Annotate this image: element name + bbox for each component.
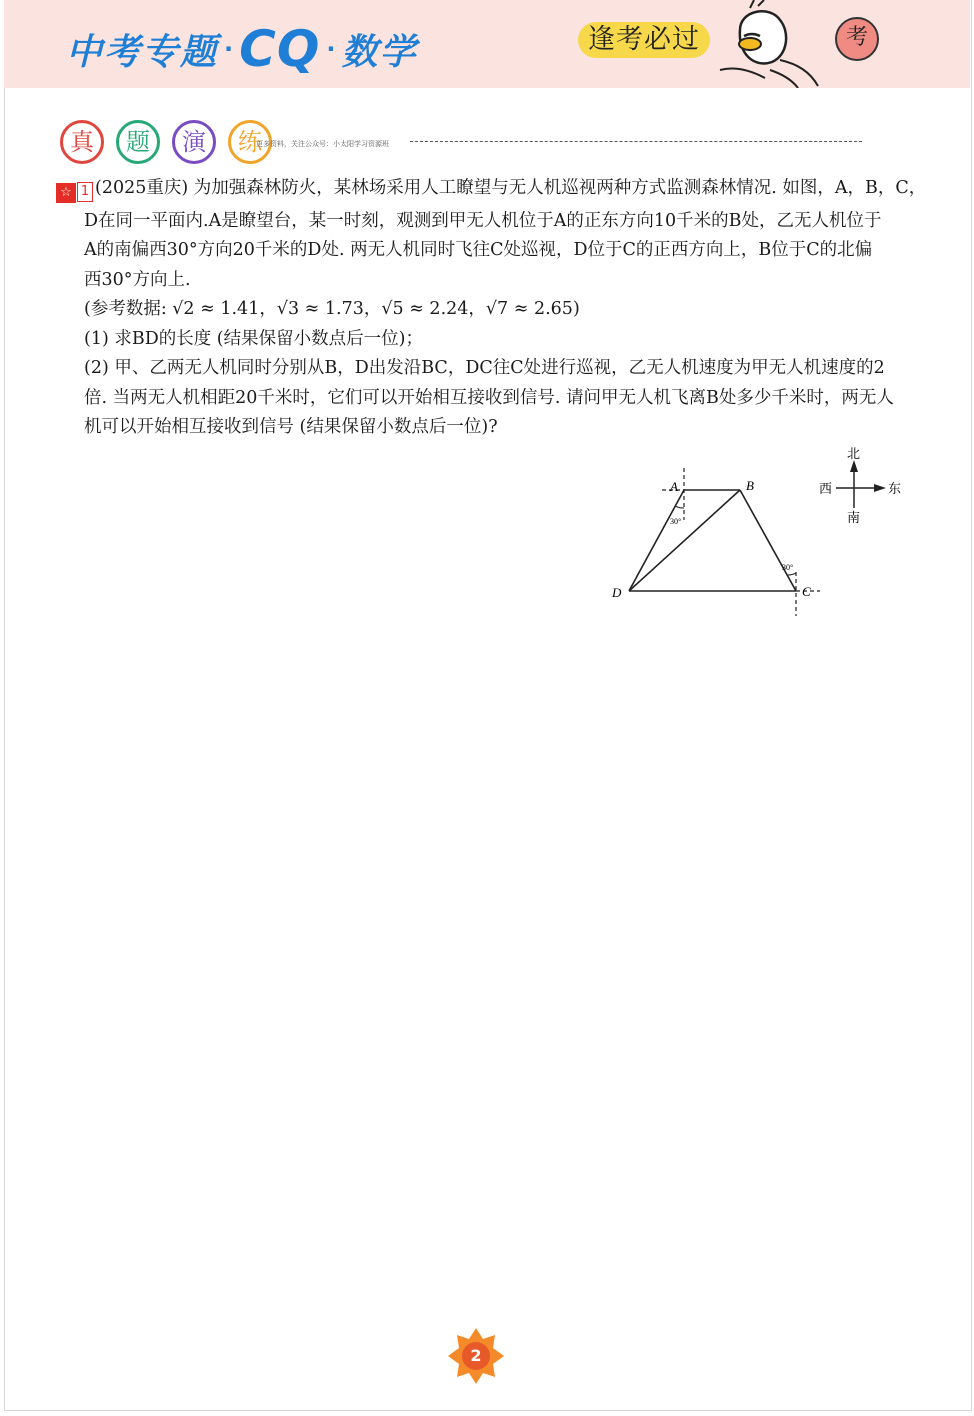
- question-line-3: A的南偏西30°方向20千米的D处. 两无人机同时飞往C处巡视，D位于C的正西方向上，B位于C的北偏: [84, 240, 873, 260]
- segment-ad: [629, 490, 684, 591]
- subquestion-2-line-3: 机可以开始相互接收到信号 (结果保留小数点后一位)?: [84, 417, 498, 437]
- slogan-badge: 逢考必过: [578, 22, 710, 58]
- chick-mascot-icon: [710, 0, 840, 88]
- section-title: [60, 120, 272, 164]
- angle-arc-c: [787, 573, 796, 575]
- angle-arc-a: [675, 506, 684, 508]
- brand-cq: CQ: [239, 20, 321, 78]
- east-arrow-icon: [874, 484, 886, 492]
- page-header: [4, 0, 970, 88]
- compass-south: 南: [847, 511, 861, 526]
- brand-dot-2: ·: [326, 35, 336, 63]
- compass-east: 东: [888, 482, 902, 497]
- compass-north: 北: [847, 447, 861, 462]
- question-line-1: [56, 174, 927, 207]
- page-number-badge: [447, 1327, 505, 1385]
- question-text-line: (2025重庆) 为加强森林防火，某林场采用人工瞭望与无人机巡视两种方式监测森林情况. 如图，A，B，C，: [95, 178, 927, 198]
- question-number: 1: [77, 182, 93, 202]
- angle-label-c: 30°: [782, 563, 794, 572]
- page-number: 2: [470, 1346, 482, 1365]
- brand-logo: [66, 22, 417, 76]
- brand-dot-1: ·: [224, 35, 234, 63]
- brand-subject: 数学: [341, 31, 418, 73]
- subquestion-2-line-1: (2) 甲、乙两无人机同时分别从B，D出发沿BC，DC往C处进行巡视，乙无人机速度为甲无人机速度的2: [84, 358, 885, 378]
- section-divider: [410, 141, 862, 142]
- angle-label-a: 30°: [670, 517, 682, 526]
- label-a: A: [670, 479, 678, 494]
- compass-west: 西: [819, 482, 833, 497]
- question-line-4: 西30°方向上.: [84, 269, 191, 290]
- question-1: [56, 174, 927, 443]
- section-badge-yan: 演: [172, 120, 216, 164]
- brand-title: 中考专题: [66, 31, 219, 73]
- segment-bc: [740, 490, 796, 591]
- watermark-text: 更多资料，关注公众号：小太阳学习资源班: [256, 140, 389, 148]
- section-badge-zhen: 真: [60, 120, 104, 164]
- compass-rose: [816, 444, 906, 528]
- question-marker: [56, 177, 93, 207]
- section-badge-ti: 题: [116, 120, 160, 164]
- section-badge-lian: 练: [228, 120, 272, 164]
- label-c: C: [802, 584, 811, 599]
- subquestion-2-line-2: 倍. 当两无人机相距20千米时，它们可以开始相互接收到信号. 请问甲无人机飞离B处多少千米时，两无人: [84, 387, 894, 408]
- label-b: B: [746, 478, 754, 493]
- kao-badge: 考: [835, 17, 879, 61]
- subquestion-1: (1) 求BD的长度 (结果保留小数点后一位)；: [84, 328, 423, 349]
- geometry-figure: [600, 440, 833, 620]
- star-icon: ☆: [56, 183, 76, 203]
- label-d: D: [612, 585, 622, 600]
- question-line-2: D在同一平面内.A是瞭望台，某一时刻，观测到甲无人机位于A的正东方向10千米的B处，乙无人机位于: [84, 210, 882, 231]
- reference-data: (参考数据: √2 ≈ 1.41，√3 ≈ 1.73，√5 ≈ 2.24，√7 ≈ 2.65): [84, 299, 580, 319]
